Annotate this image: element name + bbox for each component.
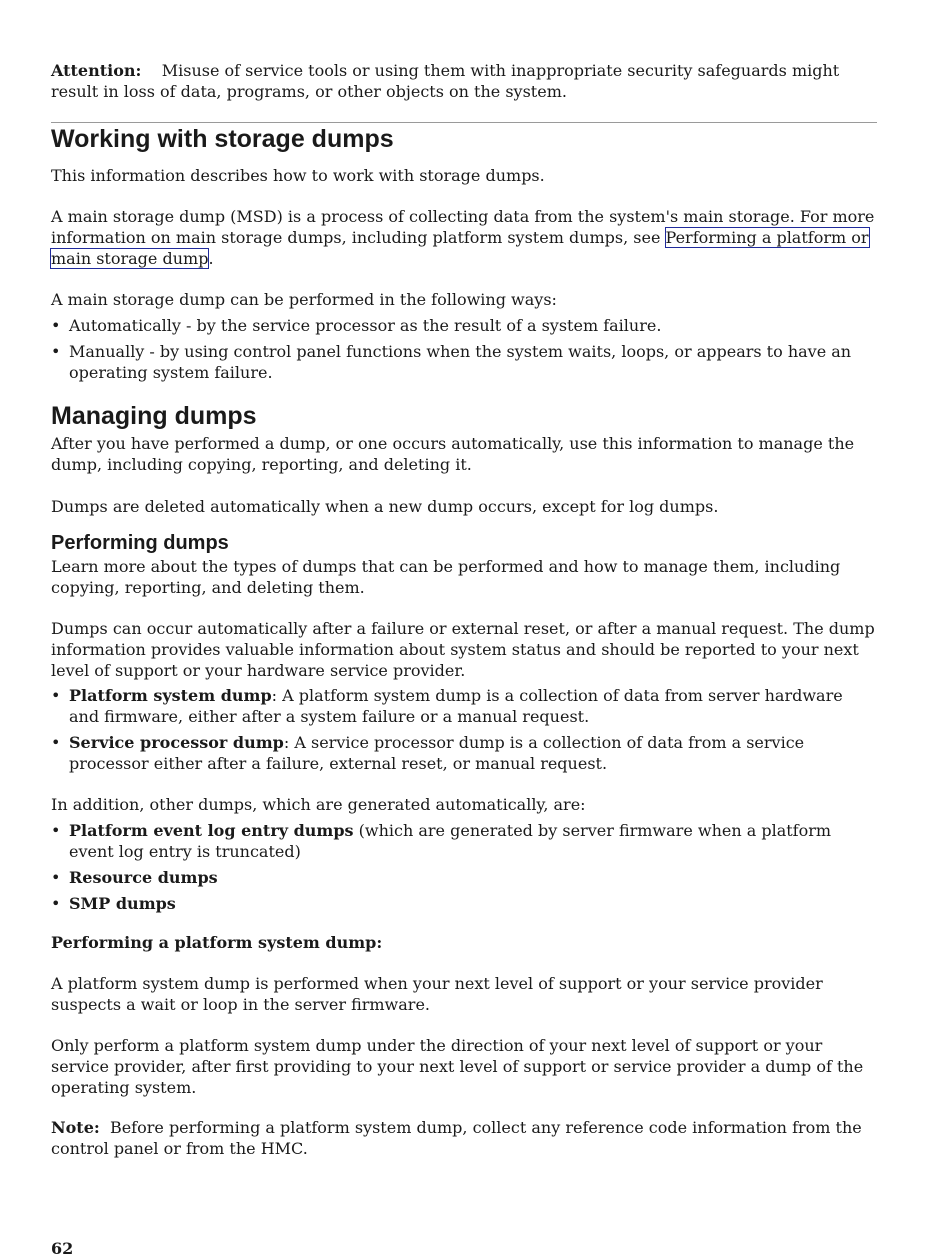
performing-paragraph-1: Learn more about the types of dumps that can be performed and how to manage them, including copying, reporting, and deleting them. xyxy=(51,557,841,597)
other-dumps-list xyxy=(51,820,877,914)
platform-dump-paragraph-1: A platform system dump is performed when your next level of support or your service provider suspects a wait or loop in the server firmware. xyxy=(51,974,823,1014)
note-label: Note: xyxy=(51,1118,100,1137)
note-text: Before performing a platform system dump, collect any reference code information from the control panel or from the HMC. xyxy=(51,1118,862,1158)
list-item: • Resource dumps xyxy=(51,867,877,888)
heading-managing-dumps: Managing dumps xyxy=(51,402,257,430)
attention-label: Attention: xyxy=(51,61,142,80)
list-item: • Manually - by using control panel functions when the system waits, loops, or appears to have an operating system failure. xyxy=(51,341,877,383)
managing-paragraph-1: After you have performed a dump, or one occurs automatically, use this information to manage the dump, including copying, reporting, and deleting it. xyxy=(51,434,855,474)
performing-platform-dump-link[interactable]: Performing a platform or main storage dump xyxy=(51,228,869,268)
list-item: • Platform event log entry dumps (which are generated by server firmware when a platform event log entry is truncated) xyxy=(51,820,877,862)
section-divider xyxy=(51,122,877,123)
heading-performing-dumps: Performing dumps xyxy=(51,532,229,554)
heading-working-with-storage-dumps: Working with storage dumps xyxy=(51,125,394,153)
attention-paragraph xyxy=(51,60,877,102)
list-item: • Service processor dump: A service processor dump is a collection of data from a service processor either after a failure, external reset, or manual request. xyxy=(51,732,877,774)
msd-text: A main storage dump (MSD) is a process of collecting data from the system's main storage. For more information on main storage dumps, including platform system dumps, see xyxy=(51,207,875,247)
ways-list xyxy=(51,315,877,383)
dump-types-list xyxy=(51,685,877,774)
list-item: • Platform system dump: A platform system dump is a collection of data from server hardware and firmware, either after a system failure or a manual request. xyxy=(51,685,877,727)
managing-paragraph-2: Dumps are deleted automatically when a new dump occurs, except for log dumps. xyxy=(51,497,719,516)
ways-intro: A main storage dump can be performed in the following ways: xyxy=(51,290,557,309)
page-number: 62 xyxy=(51,1239,74,1258)
heading-performing-platform-system-dump: Performing a platform system dump: xyxy=(51,933,383,952)
note-paragraph xyxy=(51,1117,877,1159)
list-item: • SMP dumps xyxy=(51,893,877,914)
platform-dump-paragraph-2: Only perform a platform system dump under the direction of your next level of support or your service provider, after first providing to your next level of support or service provider a dump of the operating system. xyxy=(51,1036,864,1097)
list-item: • Automatically - by the service processor as the result of a system failure. xyxy=(51,315,877,336)
other-dumps-intro: In addition, other dumps, which are generated automatically, are: xyxy=(51,795,586,814)
msd-paragraph: A main storage dump (MSD) is a process of collecting data from the system's main storage. For more information on main storage dumps, including platform system dumps, see Performing a platform or main storage dump. xyxy=(51,207,875,268)
performing-paragraph-2: Dumps can occur automatically after a failure or external reset, or after a manual request. The dump information provides valuable information about system status and should be reported to your next level of support or your hardware service provider. xyxy=(51,619,875,680)
working-intro: This information describes how to work with storage dumps. xyxy=(51,166,545,185)
attention-text: Misuse of service tools or using them with inappropriate security safeguards might result in loss of data, programs, or other objects on the system. xyxy=(51,61,840,101)
